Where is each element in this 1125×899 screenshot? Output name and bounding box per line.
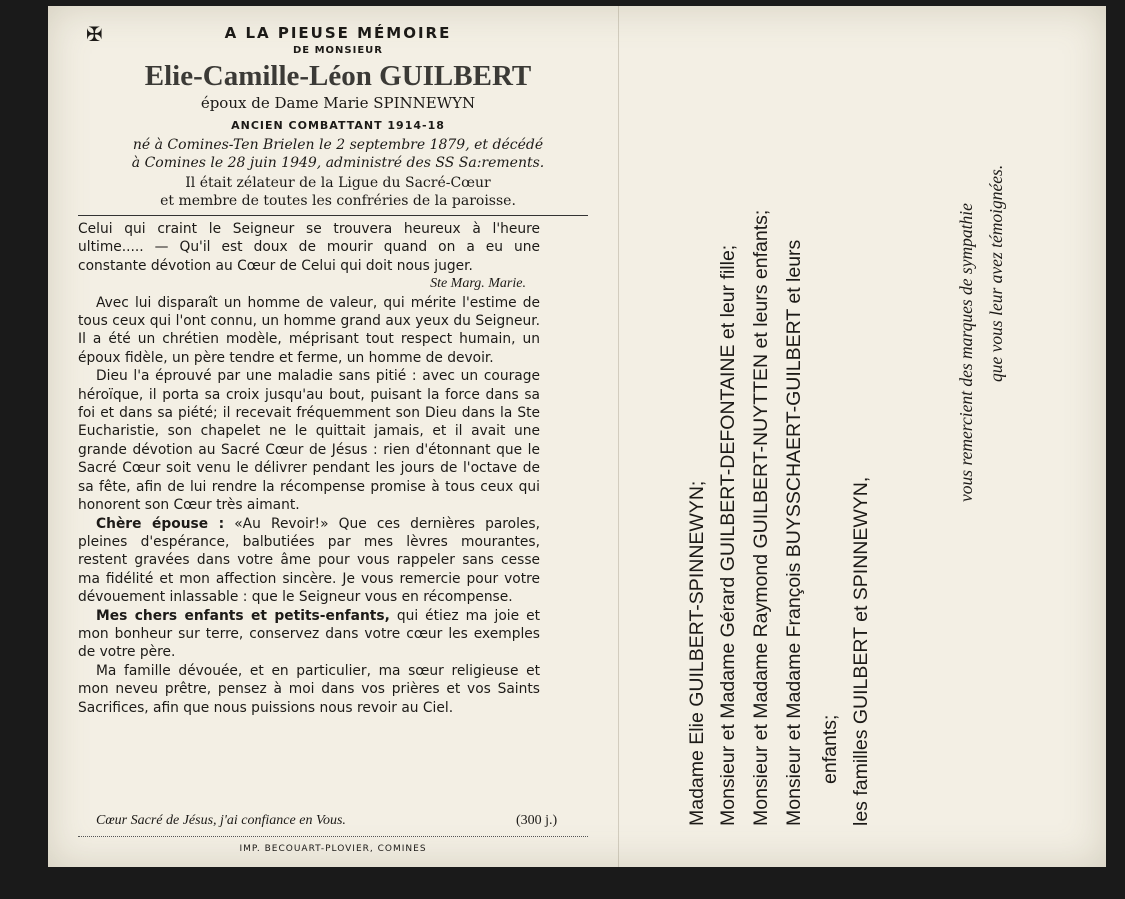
- family-line-5: enfants;: [819, 714, 841, 784]
- veteran-line: ANCIEN COMBATTANT 1914-18: [231, 119, 445, 132]
- paragraph-1: Celui qui craint le Seigneur se trouvera heureux à l'heure ultime..... — Qu'il est doux de mourir quand on a eu une constante dévotion au Cœur de Celui qui doit nous juger. Ste Marg. Marie.: [78, 220, 540, 294]
- family-line-2: Monsieur et Madame Gérard GUILBERT-DEFONTAINE et leur fille;: [717, 244, 739, 826]
- thanks-line-1: vous remercient des marques de sympathie: [956, 203, 976, 502]
- divider-bottom: [78, 836, 588, 837]
- left-panel: [48, 6, 618, 867]
- prayer-line: Cœur Sacré de Jésus, j'ai confiance en Vous.: [96, 813, 346, 828]
- birth-death-info: né à Comines-Ten Brielen le 2 septembre 1879, et décédé à Comines le 28 juin 1949, administré des SS Sa:rements.: [131, 137, 545, 171]
- zelator-info: Il était zélateur de la Ligue du Sacré-Cœur et membre de toutes les confréries de la paroisse.: [160, 175, 516, 209]
- memorial-card: [48, 6, 1106, 867]
- memorial-heading: A LA PIEUSE MÉMOIRE: [224, 24, 452, 42]
- family-line-3: Monsieur et Madame Raymond GUILBERT-NUYTTEN et leurs enfants;: [750, 209, 772, 826]
- cross-icon: ✠: [86, 22, 103, 46]
- monsieur-heading: DE MONSIEUR: [292, 45, 383, 56]
- family-line-6: les familles GUILBERT et SPINNEWYN,: [850, 476, 872, 826]
- paragraph-3: Dieu l'a éprouvé par une maladie sans pitié : avec un courage héroïque, il porta sa croix jusqu'au bout, puisant la force dans sa foi et dans sa piété; il recevait fréquemment son Dieu dans la Ste Eucharistie, son chapelet ne le quittait jamais, et il avait une grande dévotion au Sacré Cœur de Jésus : rien d'étonnant que le Sacré Cœur soit venu le délivrer pendant les jours de l'octave de sa fête, afin de lui rendre la récompense promise à tous ceux qui honorent son Cœur très aimant.: [78, 368, 540, 514]
- thanks-line-2: que vous leur avez témoignées.: [986, 164, 1006, 382]
- family-line-4: Monsieur et Madame François BUYSSCHAERT-GUILBERT et leurs: [783, 239, 805, 826]
- spouse-line: époux de Dame Marie SPINNEWYN: [200, 94, 476, 112]
- paragraph-4: Chère épouse : «Au Revoir!» Que ces dernières paroles, pleines d'espérance, balbutiées par mes lèvres mourantes, restent gravées dans votre âme pour vous rappeler sans cesse ma fidélité et mon affection sincère. Je vous remercie pour votre dévouement inlassable : que le Seigneur vous en récompense.: [78, 515, 540, 606]
- paragraph-6: Ma famille dévouée, et en particulier, ma sœur religieuse et mon neveu prêtre, pensez à moi dans vos prières et vos Saints Sacrifices, afin que nous puissions nous revoir au Ciel.: [78, 662, 540, 716]
- divider-top: [78, 215, 588, 216]
- family-line-1: Madame Elie GUILBERT-SPINNEWYN;: [686, 480, 708, 826]
- fold-line: [618, 6, 619, 867]
- paragraph-5: Mes chers enfants et petits-enfants, qui étiez ma joie et mon bonheur sur terre, conservez dans votre cœur les exemples de votre père.: [78, 607, 540, 661]
- deceased-name: Elie-Camille-Léon GUILBERT: [144, 60, 532, 92]
- quote-attribution: Ste Marg. Marie.: [430, 276, 526, 292]
- paragraph-2: Avec lui disparaît un homme de valeur, qui mérite l'estime de tous ceux qui l'ont connu, un homme grand aux yeux du Seigneur. Il a été un chrétien modèle, méprisant tout respect humain, un époux fidèle, un père tendre et ferme, un homme de devoir.: [78, 294, 540, 366]
- eulogy-text: [78, 220, 540, 717]
- printer-credit: IMP. BECOUART-PLOVIER, COMINES: [239, 844, 427, 854]
- indulgence-note: (300 j.): [516, 813, 558, 828]
